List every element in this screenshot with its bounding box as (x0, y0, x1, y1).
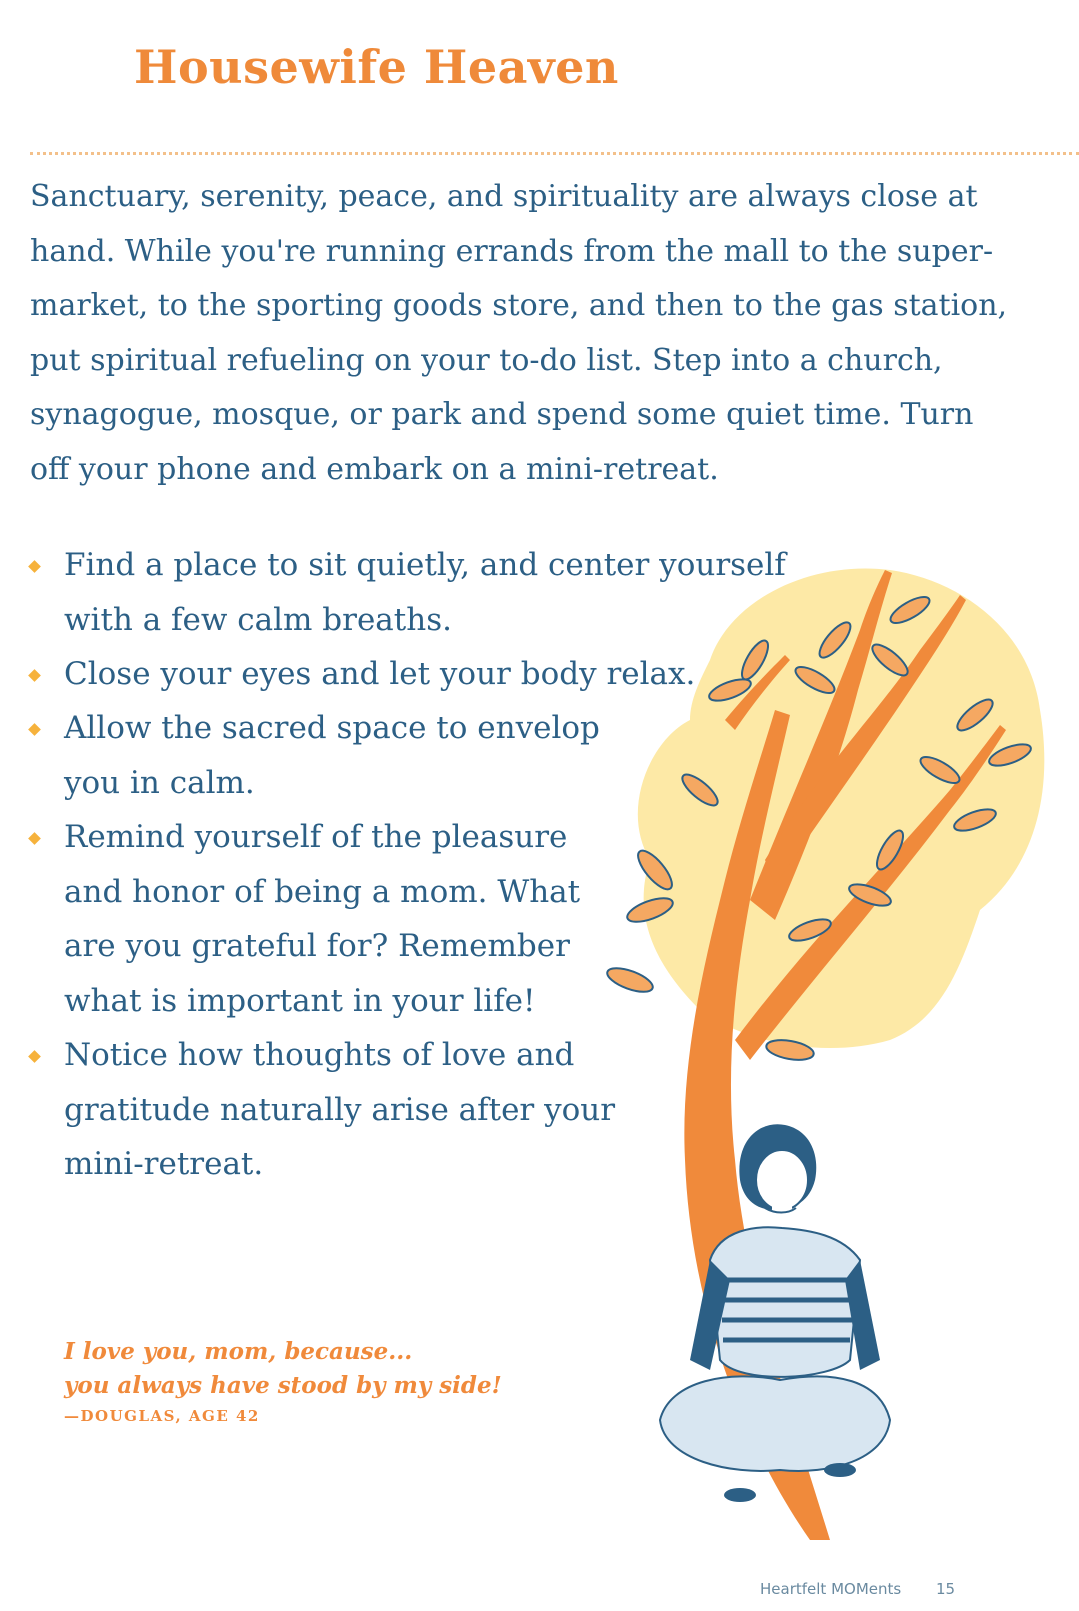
bullet-icon (28, 1050, 41, 1063)
intro-line: synagogue, mosque, or park and spend some quiet time. Turn (30, 397, 974, 432)
list-item-line: Allow the sacred space to envelop (64, 710, 600, 746)
intro-paragraph (30, 170, 1030, 497)
intro-line: off your phone and embark on a mini-retreat. (30, 451, 719, 487)
list-item-line: and honor of being a mom. What (64, 873, 581, 910)
intro-line: Sanctuary, serenity, peace, and spirituality are always close at (30, 179, 978, 214)
page-number: 15 (935, 1580, 956, 1598)
page-footer (760, 1580, 955, 1598)
dotted-divider (30, 152, 1079, 155)
list-item-line: are you grateful for? Remember (64, 928, 570, 964)
bullet-icon (28, 560, 41, 573)
quote-attribution: —DOUGLAS, AGE 42 (64, 1407, 260, 1425)
book-title: Heartfelt MOMents (760, 1580, 902, 1598)
list-item-line: Notice how thoughts of love and (64, 1037, 575, 1073)
bullet-icon (28, 669, 41, 682)
list-item-line: with a few calm breaths. (64, 601, 452, 638)
intro-line: market, to the sporting goods store, and then to the gas station, (30, 288, 1008, 323)
page-title: Housewife Heaven (134, 40, 619, 94)
bullet-icon (28, 832, 41, 845)
list-item-line: Remind yourself of the pleasure (64, 819, 568, 855)
quote-line: I love you, mom, because... (64, 1338, 413, 1365)
list-item-line: mini-retreat. (64, 1146, 264, 1182)
intro-line: put spiritual refueling on your to-do list. Step into a church, (30, 342, 943, 378)
bullet-icon (28, 723, 41, 736)
quote-line: you always have stood by my side! (64, 1372, 502, 1399)
pull-quote (64, 1335, 502, 1429)
intro-line: hand. While you're running errands from the mall to the super- (30, 233, 994, 269)
list-item-line: what is important in your life! (64, 982, 536, 1019)
list-item-line: gratitude naturally arise after your (64, 1091, 616, 1128)
list-item-line: Close your eyes and let your body relax. (64, 656, 696, 692)
list-item-line: Find a place to sit quietly, and center yourself (64, 547, 786, 583)
list-item-line: you in calm. (64, 764, 255, 801)
